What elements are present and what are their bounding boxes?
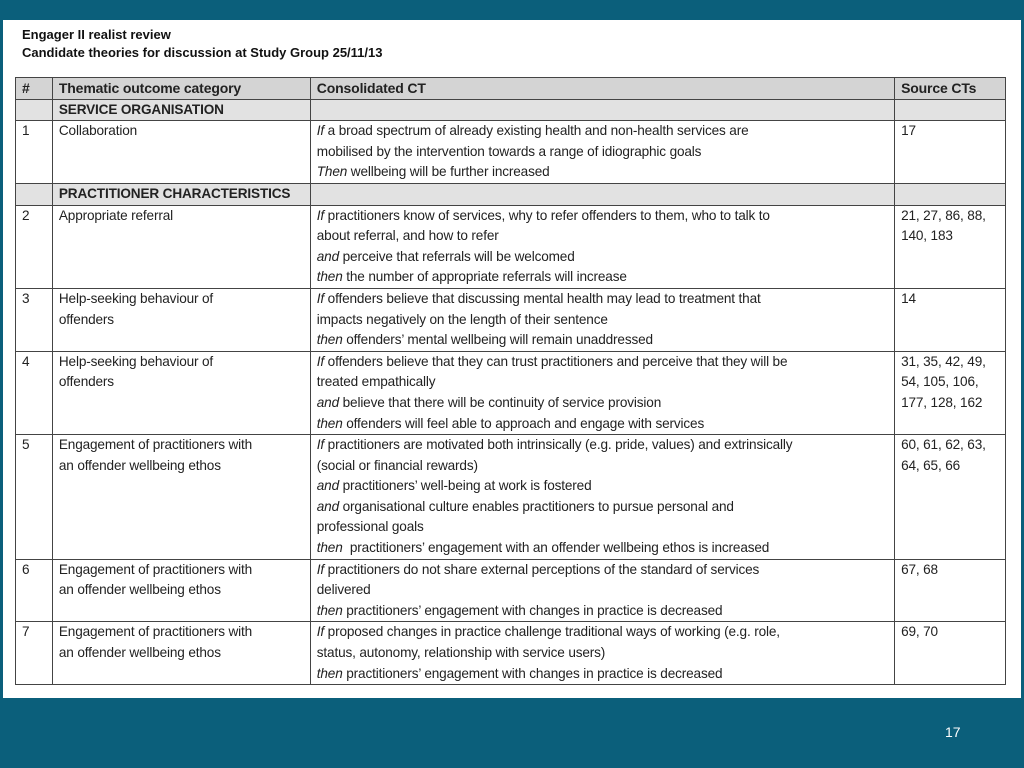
source-cell <box>895 559 1006 622</box>
table-row <box>16 622 1006 685</box>
category-line: an offender wellbeing ethos <box>58 645 221 661</box>
source-line: 177, 128, 162 <box>901 394 983 410</box>
ct-text: (social or financial rewards) <box>316 457 478 473</box>
category-cell <box>52 121 310 184</box>
header-consolidated-ct: Consolidated CT <box>310 78 894 100</box>
ct-text: proposed changes in practice challenge traditional ways of working (e.g. role, <box>324 624 780 640</box>
section-row <box>16 99 1006 121</box>
ct-cell <box>310 121 894 184</box>
ct-line <box>317 206 888 227</box>
header-source-cts: Source CTs <box>895 78 1006 100</box>
ct-line <box>317 622 888 643</box>
ct-cell <box>310 288 894 351</box>
ct-keyword: If <box>316 624 325 640</box>
ct-keyword: If <box>316 437 325 453</box>
ct-text: about referral, and how to refer <box>316 228 499 244</box>
ct-text: impacts negatively on the length of their sentence <box>316 311 608 327</box>
ct-text: practitioners’ engagement with an offender wellbeing ethos is increased <box>342 540 770 556</box>
ct-text: practitioners do not share external perceptions of the standard of services <box>324 561 760 577</box>
ct-keyword: then <box>316 540 343 556</box>
header-category: Thematic outcome category <box>52 78 310 100</box>
ct-line <box>317 393 888 414</box>
section-label: PRACTITIONER CHARACTERISTICS <box>52 183 310 205</box>
ct-keyword: If <box>316 123 325 139</box>
ct-text: practitioners’ engagement with changes in practice is decreased <box>342 602 723 618</box>
category-cell <box>52 559 310 622</box>
source-line: 54, 105, 106, <box>901 374 979 390</box>
source-line: 21, 27, 86, 88, <box>901 207 986 223</box>
number-cell: 2 <box>16 205 53 288</box>
ct-line <box>317 560 888 581</box>
source-cell <box>895 183 1006 205</box>
category-line: an offender wellbeing ethos <box>58 582 221 598</box>
source-cell <box>895 99 1006 121</box>
ct-text: offenders will feel able to approach and engage with services <box>342 415 705 431</box>
table-row <box>16 351 1006 434</box>
number-cell: 4 <box>16 351 53 434</box>
ct-line <box>317 289 888 310</box>
ct-line <box>317 538 888 559</box>
ct-text: offenders’ mental wellbeing will remain unaddressed <box>342 332 653 348</box>
ct-line <box>317 664 888 685</box>
source-cell <box>895 205 1006 288</box>
ct-line <box>317 310 888 331</box>
ct-cell <box>310 435 894 560</box>
ct-keyword: and <box>316 394 339 410</box>
ct-cell <box>310 183 894 205</box>
ct-line <box>317 456 888 477</box>
ct-line <box>317 226 888 247</box>
source-line: 64, 65, 66 <box>901 457 961 473</box>
ct-line <box>317 580 888 601</box>
ct-line <box>317 121 888 142</box>
ct-keyword: then <box>316 665 343 681</box>
table-row <box>16 435 1006 560</box>
ct-line <box>317 414 888 435</box>
ct-keyword: then <box>316 415 343 431</box>
ct-line <box>317 267 888 288</box>
ct-line <box>317 497 888 518</box>
slide-title <box>22 26 382 62</box>
ct-text: practitioners’ engagement with changes in practice is decreased <box>342 665 723 681</box>
source-cell <box>895 622 1006 685</box>
source-cell <box>895 121 1006 184</box>
category-line: Appropriate referral <box>58 207 173 223</box>
section-label: SERVICE ORGANISATION <box>52 99 310 121</box>
ct-line <box>317 247 888 268</box>
ct-text: perceive that referrals will be welcomed <box>339 248 575 264</box>
ct-text: delivered <box>316 582 371 598</box>
ct-line <box>317 601 888 622</box>
table-row <box>16 288 1006 351</box>
ct-line <box>317 643 888 664</box>
ct-keyword: If <box>316 207 325 223</box>
ct-cell <box>310 351 894 434</box>
ct-text: a broad spectrum of already existing health and non-health services are <box>324 123 749 139</box>
ct-text: practitioners know of services, why to refer offenders to them, who to talk to <box>324 207 770 223</box>
ct-keyword: If <box>316 290 325 306</box>
ct-keyword: and <box>316 478 339 494</box>
source-line: 17 <box>901 123 916 139</box>
ct-text: practitioners’ well-being at work is fostered <box>339 478 592 494</box>
number-cell: 5 <box>16 435 53 560</box>
category-line: Help-seeking behaviour of <box>58 353 214 369</box>
ct-cell <box>310 205 894 288</box>
ct-line <box>317 517 888 538</box>
ct-text: treated empathically <box>316 374 436 390</box>
ct-keyword: then <box>316 269 343 285</box>
ct-text: wellbeing will be further increased <box>347 164 550 180</box>
source-line: 69, 70 <box>901 624 938 640</box>
category-cell <box>52 205 310 288</box>
table-row <box>16 205 1006 288</box>
ct-text: offenders believe that they can trust practitioners and perceive that they will be <box>324 353 788 369</box>
ct-text: status, autonomy, relationship with service users) <box>316 645 606 661</box>
ct-text: mobilised by the intervention towards a range of idiographic goals <box>316 143 702 159</box>
title-line-2: Candidate theories for discussion at Study Group 25/11/13 <box>22 45 383 60</box>
ct-line <box>317 435 888 456</box>
ct-keyword: and <box>316 498 339 514</box>
ct-line <box>317 476 888 497</box>
section-row <box>16 183 1006 205</box>
source-line: 140, 183 <box>901 228 953 244</box>
source-cell <box>895 435 1006 560</box>
ct-keyword: then <box>316 602 343 618</box>
ct-cell <box>310 99 894 121</box>
number-cell: 7 <box>16 622 53 685</box>
table-row <box>16 559 1006 622</box>
category-line: Collaboration <box>58 123 138 139</box>
category-cell <box>52 351 310 434</box>
table-row <box>16 121 1006 184</box>
ct-keyword: Then <box>316 164 348 180</box>
ct-line <box>317 330 888 351</box>
ct-keyword: and <box>316 248 339 264</box>
header-number: # <box>16 78 53 100</box>
number-cell: 3 <box>16 288 53 351</box>
category-cell <box>52 288 310 351</box>
ct-keyword: If <box>316 561 325 577</box>
page-number: 17 <box>945 724 961 740</box>
ct-text: professional goals <box>316 519 424 535</box>
source-cell <box>895 351 1006 434</box>
ct-keyword: then <box>316 332 343 348</box>
ct-line <box>317 372 888 393</box>
number-cell: 1 <box>16 121 53 184</box>
category-line: offenders <box>58 311 114 327</box>
source-line: 14 <box>901 290 916 306</box>
table-body <box>16 99 1006 685</box>
ct-line <box>317 142 888 163</box>
category-line: Engagement of practitioners with <box>58 437 253 453</box>
category-cell <box>52 622 310 685</box>
ct-keyword: If <box>316 353 325 369</box>
category-line: an offender wellbeing ethos <box>58 457 221 473</box>
category-line: offenders <box>58 374 114 390</box>
number-cell: 6 <box>16 559 53 622</box>
ct-cell <box>310 622 894 685</box>
number-cell <box>16 183 53 205</box>
ct-cell <box>310 559 894 622</box>
table-header-row <box>16 78 1006 100</box>
ct-text: offenders believe that discussing mental health may lead to treatment that <box>324 290 761 306</box>
category-line: Engagement of practitioners with <box>58 561 253 577</box>
category-cell <box>52 435 310 560</box>
source-line: 60, 61, 62, 63, <box>901 437 986 453</box>
number-cell <box>16 99 53 121</box>
ct-text: the number of appropriate referrals will increase <box>342 269 627 285</box>
ct-text: organisational culture enables practitioners to pursue personal and <box>339 498 734 514</box>
category-line: Engagement of practitioners with <box>58 624 253 640</box>
source-cell <box>895 288 1006 351</box>
source-line: 67, 68 <box>901 561 938 577</box>
category-line: Help-seeking behaviour of <box>58 290 214 306</box>
ct-line <box>317 162 888 183</box>
title-line-1: Engager II realist review <box>22 27 171 42</box>
ct-text: practitioners are motivated both intrinsically (e.g. pride, values) and extrinsically <box>324 437 793 453</box>
ct-line <box>317 352 888 373</box>
ct-text: believe that there will be continuity of service provision <box>339 394 662 410</box>
candidate-theories-table <box>15 77 1006 685</box>
source-line: 31, 35, 42, 49, <box>901 353 986 369</box>
